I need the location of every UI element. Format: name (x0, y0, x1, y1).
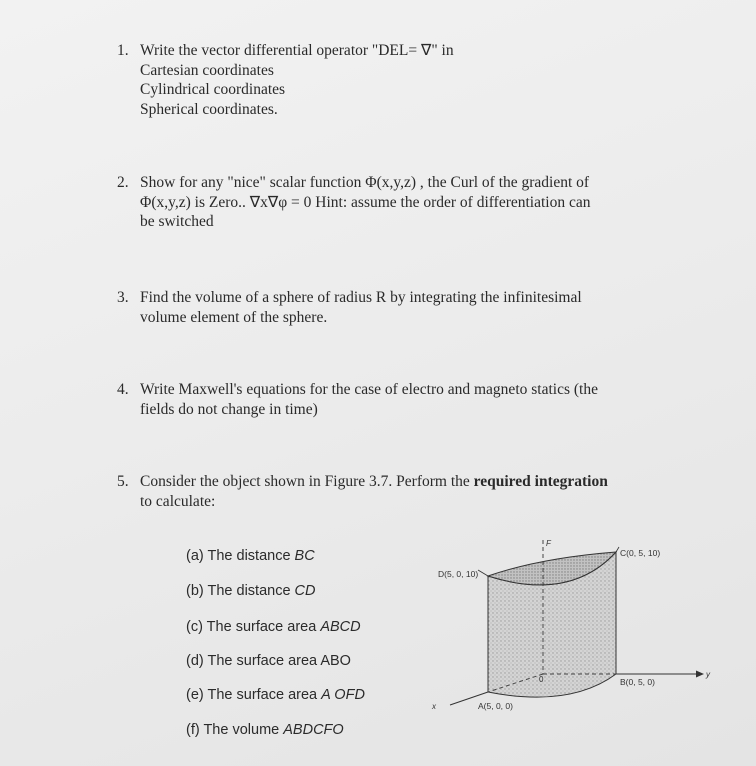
label-a: A(5, 0, 0) (478, 701, 513, 711)
subpart-variable: A OFD (321, 687, 365, 703)
subpart-label: (e) The surface area (186, 687, 322, 703)
label-d: D(5, 0, 10) (438, 569, 479, 579)
subpart-variable: BC (294, 548, 315, 564)
subpart-label: (c) The surface area (186, 619, 321, 635)
question-text-line: fields do not change in time) (140, 400, 318, 418)
question-number: 3. (117, 289, 129, 306)
question-text-bold: required integration (473, 473, 608, 490)
question-text-line: Write the vector differential operator "DEL= ∇" in (140, 42, 454, 59)
subpart-d (186, 653, 351, 669)
subpart-variable: ABDCFO (283, 722, 344, 738)
question-number: 1. (117, 42, 129, 59)
question-text-line: Cartesian coordinates (140, 61, 274, 79)
question-text-line: Show for any "nice" scalar function Φ(x,y,z) , the Curl of the gradient of (140, 174, 590, 191)
label-x: x (432, 702, 436, 711)
label-c: C(0, 5, 10) (620, 548, 661, 558)
subpart-c (186, 619, 361, 635)
question-text-line: to calculate: (140, 492, 216, 510)
question-number: 5. (117, 473, 129, 490)
subpart-label: (a) The distance (186, 548, 295, 564)
label-o: 0 (539, 675, 544, 684)
label-b: B(0, 5, 0) (620, 677, 655, 687)
question-text-line (140, 472, 608, 492)
question-text-line: Find the volume of a sphere of radius R by integrating the infinitesimal (140, 289, 582, 306)
subpart-label: (d) The surface area ABO (186, 653, 351, 669)
question-text-line: volume element of the sphere. (140, 308, 328, 326)
question-text-line: Spherical coordinates. (140, 100, 278, 118)
question-number: 4. (117, 381, 129, 398)
question-text-line: Write Maxwell's equations for the case of electro and magneto statics (the (140, 381, 598, 398)
subpart-label: (f) The volume (186, 722, 284, 738)
subpart-e (186, 687, 365, 703)
question-text-line: Cylindrical coordinates (140, 81, 286, 98)
label-f: F (546, 539, 551, 548)
subpart-variable: ABCD (320, 619, 361, 635)
d-leader-line (478, 570, 488, 576)
question-number: 2. (117, 174, 129, 191)
subpart-variable: CD (294, 583, 316, 599)
question-text-line: Φ(x,y,z) is Zero.. ∇x∇φ = 0 Hint: assume the order of differentiation can (140, 193, 591, 211)
subpart-a (186, 548, 315, 564)
c-leader-line (616, 547, 619, 552)
subpart-label: (b) The distance (186, 583, 295, 599)
question-text-plain: Consider the object shown in Figure 3.7. Perform the (140, 473, 474, 490)
subpart-f (186, 722, 344, 738)
question-text-line: be switched (140, 213, 214, 230)
subpart-b (186, 583, 316, 599)
figure-3-7 (420, 532, 720, 722)
label-y: y (706, 670, 710, 679)
y-axis-arrow (696, 671, 704, 678)
